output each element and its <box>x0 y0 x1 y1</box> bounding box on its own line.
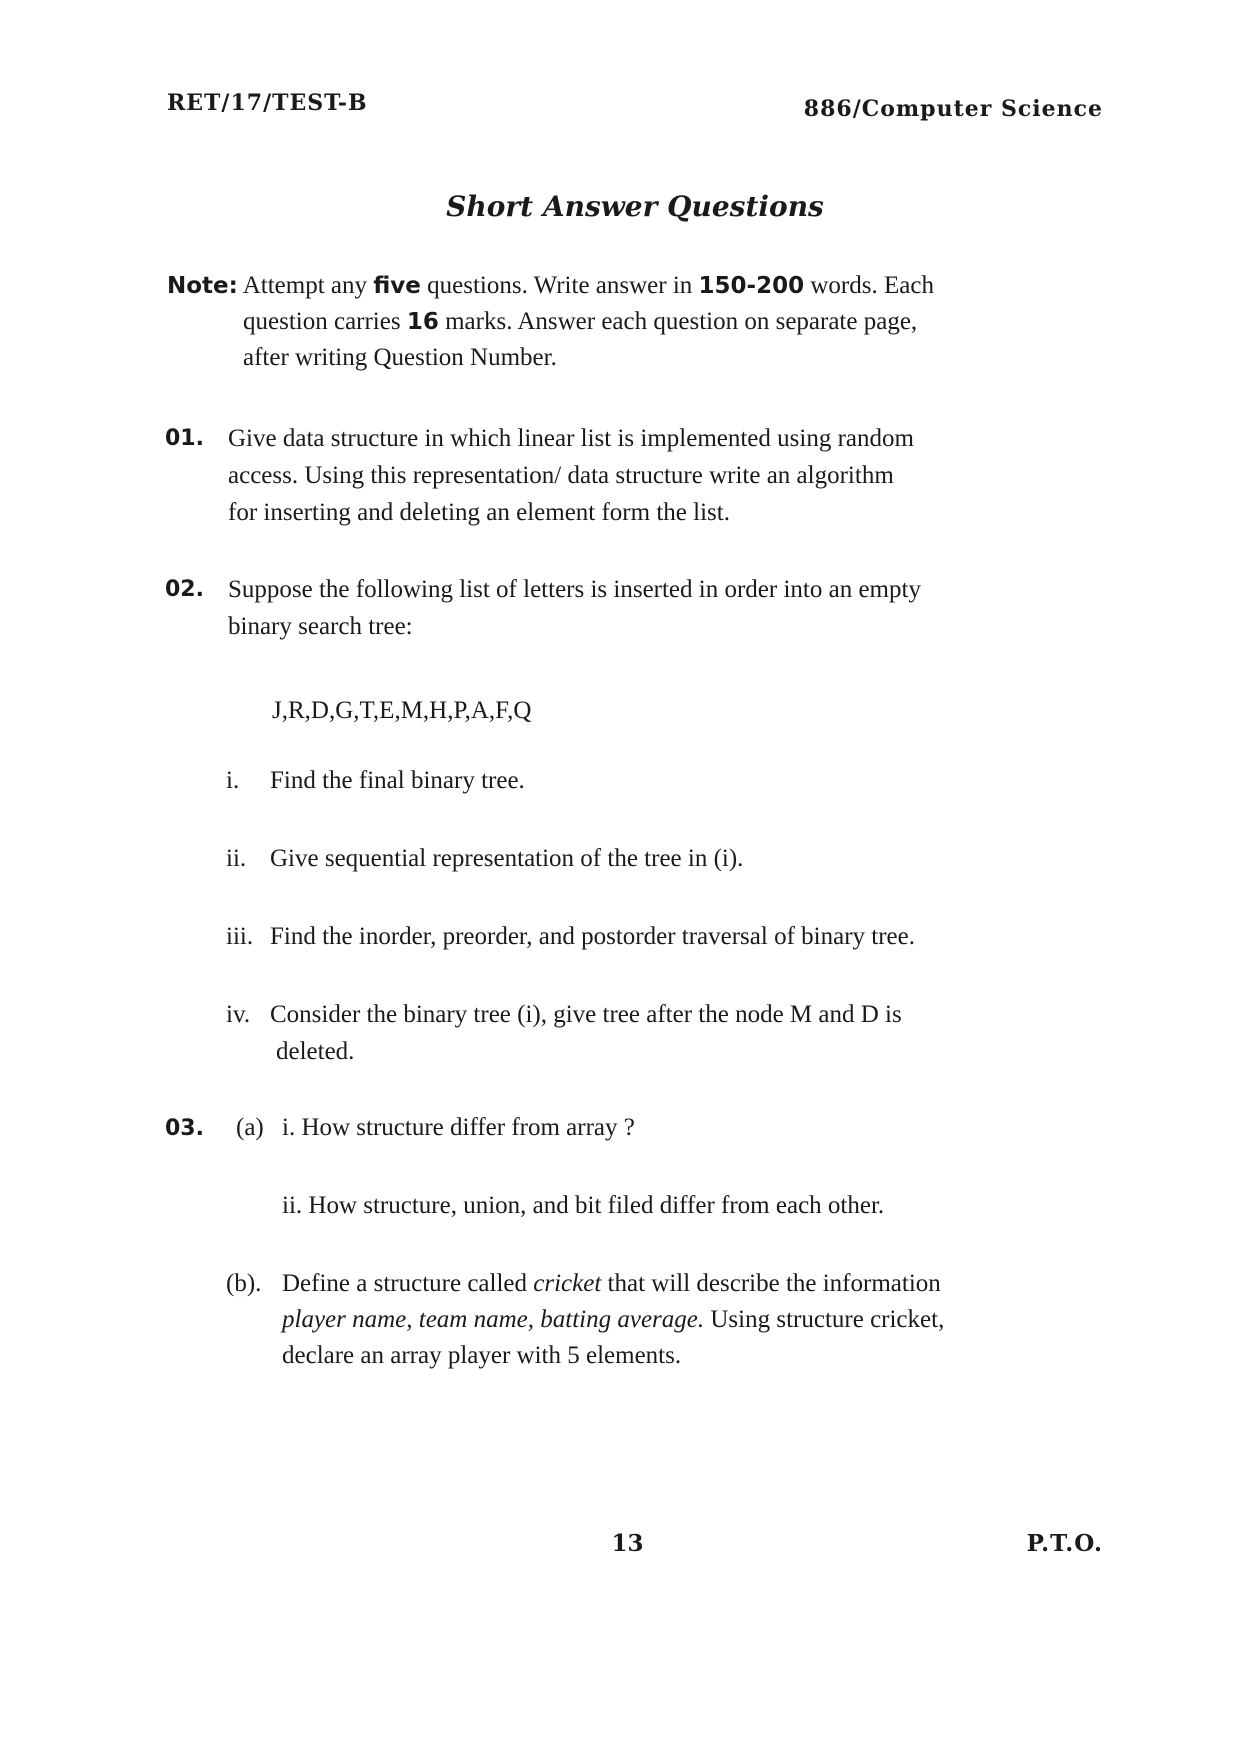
subject-code: 886/Computer Science <box>803 96 1103 122</box>
letter-sequence: J,R,D,G,T,E,M,H,P,A,F,Q <box>272 697 532 724</box>
part-b-line-1 <box>282 1266 1112 1302</box>
question-line: access. Using this representation/ data structure write an algorithm <box>228 462 894 489</box>
question-01 <box>165 420 1105 531</box>
roman-numeral: ii. <box>226 845 247 872</box>
question-text <box>228 420 1105 531</box>
section-title: Short Answer Questions <box>446 190 824 223</box>
part-a-ii: ii. How structure, union, and bit filed differ from each other. <box>282 1192 885 1219</box>
page-number: 13 <box>611 1530 644 1557</box>
sub-question-i <box>226 762 1106 799</box>
roman-numeral: iii. <box>226 923 254 950</box>
roman-numeral: i. <box>226 767 240 794</box>
part-b-text-segment: Define a structure called <box>282 1270 528 1297</box>
question-02 <box>165 571 1105 645</box>
note-text: questions. Write answer in <box>427 272 693 299</box>
note-bold-words: 150-200 <box>698 273 805 299</box>
sub-question-text: Give sequential representation of the tree in (i). <box>270 845 744 872</box>
question-line: Suppose the following list of letters is inserted in order into an empty <box>228 576 921 603</box>
sub-question-text: Find the inorder, preorder, and postorder traversal of binary tree. <box>270 923 915 950</box>
question-line: Give data structure in which linear list is implemented using random <box>228 425 914 452</box>
note-text: marks. Answer each question on separate page, <box>445 308 918 335</box>
please-turn-over: P.T.O. <box>1026 1530 1103 1557</box>
part-b-italic-fields: player name, team name, batting average. <box>282 1306 705 1333</box>
sub-question-iii <box>226 918 1106 955</box>
sub-question-continuation: deleted. <box>276 1038 355 1065</box>
question-number: 01. <box>165 426 204 451</box>
note-text: words. Each <box>810 272 934 299</box>
part-b-italic-term: cricket <box>533 1270 602 1297</box>
sub-question-ii <box>226 840 1106 877</box>
note-line-1 <box>167 268 1102 304</box>
part-b-text <box>282 1266 1112 1374</box>
question-line: for inserting and deleting an element form the list. <box>228 499 730 526</box>
note-bold-marks: 16 <box>406 309 439 335</box>
note-bold-five: five <box>373 273 421 299</box>
note-line-2 <box>167 304 1102 340</box>
part-b-line-2 <box>282 1302 1112 1338</box>
exam-code: RET/17/TEST-B <box>167 90 368 116</box>
part-b-text-segment: Using structure cricket, <box>710 1306 945 1333</box>
sub-question-iv <box>226 996 1106 1070</box>
note-line-3: after writing Question Number. <box>243 344 557 371</box>
part-a-label: (a) <box>236 1114 264 1141</box>
note-label: Note: <box>167 273 238 299</box>
instructions-note <box>167 268 1102 375</box>
part-b-text-segment: that will describe the information <box>607 1270 941 1297</box>
part-b-line-3: declare an array player with 5 elements. <box>282 1342 682 1369</box>
note-text: question carries <box>243 308 401 335</box>
sub-question-text: Find the final binary tree. <box>270 767 525 794</box>
question-text <box>228 571 1105 645</box>
note-text: Attempt any <box>242 272 367 299</box>
sub-question-text: Consider the binary tree (i), give tree after the node M and D is <box>270 1001 902 1028</box>
question-number: 03. <box>165 1116 204 1141</box>
part-a-i: i. How structure differ from array ? <box>282 1114 635 1141</box>
question-number: 02. <box>165 577 204 602</box>
part-b-label: (b). <box>226 1270 262 1297</box>
roman-numeral: iv. <box>226 1001 251 1028</box>
question-line: binary search tree: <box>228 613 413 640</box>
